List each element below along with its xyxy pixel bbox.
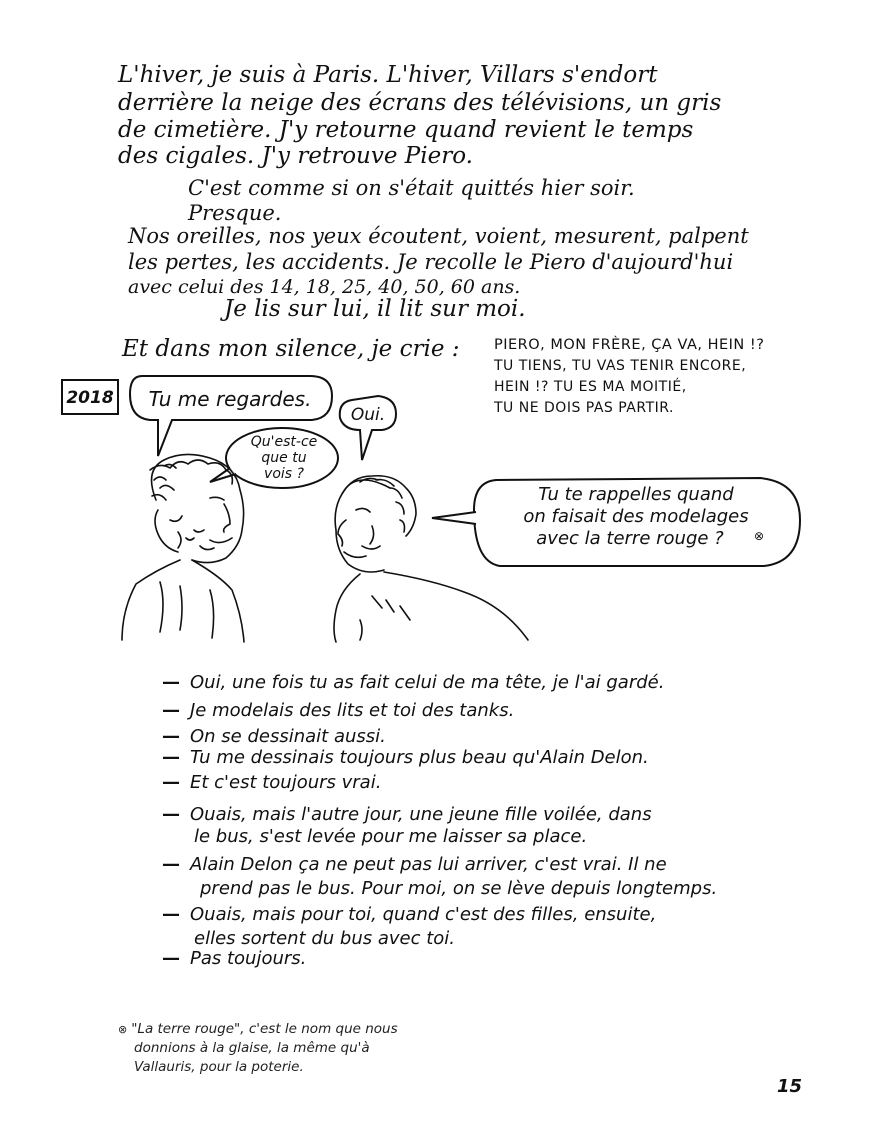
narration-line: avec celui des 14, 18, 25, 40, 50, 60 ans. <box>128 276 521 298</box>
narration-line: Presque. <box>188 201 282 225</box>
cry-line: PIERO, MON FRÈRE, ÇA VA, HEIN !? <box>494 337 765 353</box>
bubble-text: Oui. <box>350 405 386 425</box>
dialogue-line <box>162 772 381 793</box>
narration-line: de cimetière. J'y retourne quand revient le temps <box>118 117 694 143</box>
footnote-line: Vallauris, pour la poterie. <box>134 1059 304 1075</box>
narration-line: derrière la neige des écrans des télévisions, un gris <box>118 90 722 116</box>
footnote <box>118 1020 398 1077</box>
narration-line: les pertes, les accidents. Je recolle le Piero d'aujourd'hui <box>128 250 734 274</box>
bubble-text-line: avec la terre rouge ? <box>536 528 724 549</box>
dialogue-line <box>162 948 306 969</box>
dialogue-text: Je modelais des lits et toi des tanks. <box>190 700 515 721</box>
dialogue-text: On se dessinait aussi. <box>190 726 386 747</box>
dialogue-text: Tu me dessinais toujours plus beau qu'Alain Delon. <box>190 747 649 768</box>
dialogue-line-continued <box>200 878 717 899</box>
dialogue-dash: — <box>162 948 180 969</box>
dialogue-text: le bus, s'est levée pour me laisser sa place. <box>194 826 588 847</box>
dialogue-dash: — <box>162 904 180 925</box>
bubble-text-line: Qu'est-ce <box>250 434 318 450</box>
dialogue-line <box>162 747 649 768</box>
dialogue-line <box>162 804 652 825</box>
bubble-text-line: on faisait des modelages <box>523 506 749 527</box>
footnote-marker-icon: ⊗ <box>118 1023 128 1036</box>
dialogue-dash: — <box>162 804 180 825</box>
cry-line: TU NE DOIS PAS PARTIR. <box>494 400 674 416</box>
dialogue-text: Pas toujours. <box>190 948 307 969</box>
dialogue-text: Ouais, mais l'autre jour, une jeune fille voilée, dans <box>190 804 652 825</box>
dialogue-text: Ouais, mais pour toi, quand c'est des filles, ensuite, <box>190 904 657 925</box>
dialogue-text: elles sortent du bus avec toi. <box>194 928 456 949</box>
bubble-text-line: vois ? <box>264 466 304 482</box>
cry-line: TU TIENS, TU VAS TENIR ENCORE, <box>494 358 747 374</box>
dialogue-line <box>162 854 667 875</box>
cry-intro: Et dans mon silence, je crie : <box>122 336 460 362</box>
speech-bubble-question <box>210 428 338 488</box>
dialogue-dash: — <box>162 726 180 747</box>
dialogue-dash: — <box>162 854 180 875</box>
dialogue-dash: — <box>162 672 180 693</box>
dialogue-text: Alain Delon ça ne peut pas lui arriver, c'est vrai. Il ne <box>190 854 667 875</box>
footnote-line: donnions à la glaise, la même qu'à <box>134 1040 370 1056</box>
dialogue-line <box>162 904 656 925</box>
speech-bubble-memory <box>432 478 800 566</box>
footnote-marker-icon: ⊗ <box>754 529 765 543</box>
dialogue-text: Et c'est toujours vrai. <box>190 772 382 793</box>
footnote-line <box>118 1020 398 1039</box>
left-man-figure <box>122 454 244 642</box>
year-label: 2018 <box>66 388 114 408</box>
dialogue-text: prend pas le bus. Pour moi, on se lève depuis longtemps. <box>200 878 718 899</box>
dialogue-dash: — <box>162 700 180 721</box>
dialogue-text: Oui, une fois tu as fait celui de ma tête, je l'ai gardé. <box>190 672 665 693</box>
bubble-text-line: que tu <box>261 450 307 466</box>
year-box <box>62 380 118 414</box>
footnote-text: "La terre rouge", c'est le nom que nous <box>131 1021 398 1037</box>
bubble-text-line: Tu te rappelles quand <box>538 484 734 505</box>
page-number: 15 <box>776 1076 802 1097</box>
narration-line: C'est comme si on s'était quittés hier soir. <box>188 176 635 200</box>
bubble-text: Tu me regardes. <box>148 387 312 411</box>
narration-line: L'hiver, je suis à Paris. L'hiver, Villars s'endort <box>118 62 658 88</box>
speech-bubble-right-small <box>340 396 396 460</box>
dialogue-line-continued <box>194 928 455 949</box>
dialogue-dash: — <box>162 747 180 768</box>
dialogue-line <box>162 672 664 693</box>
dialogue-line-continued <box>194 826 587 847</box>
illustration-scene <box>60 370 820 660</box>
dialogue-line <box>162 700 514 721</box>
dialogue-dash: — <box>162 772 180 793</box>
cry-line: HEIN !? TU ES MA MOITIÉ, <box>494 379 687 395</box>
narration-line: Je lis sur lui, il lit sur moi. <box>224 296 526 322</box>
dialogue-line <box>162 726 386 747</box>
narration-line: Nos oreilles, nos yeux écoutent, voient, mesurent, palpent <box>128 224 749 248</box>
narration-line: des cigales. J'y retrouve Piero. <box>118 143 473 169</box>
